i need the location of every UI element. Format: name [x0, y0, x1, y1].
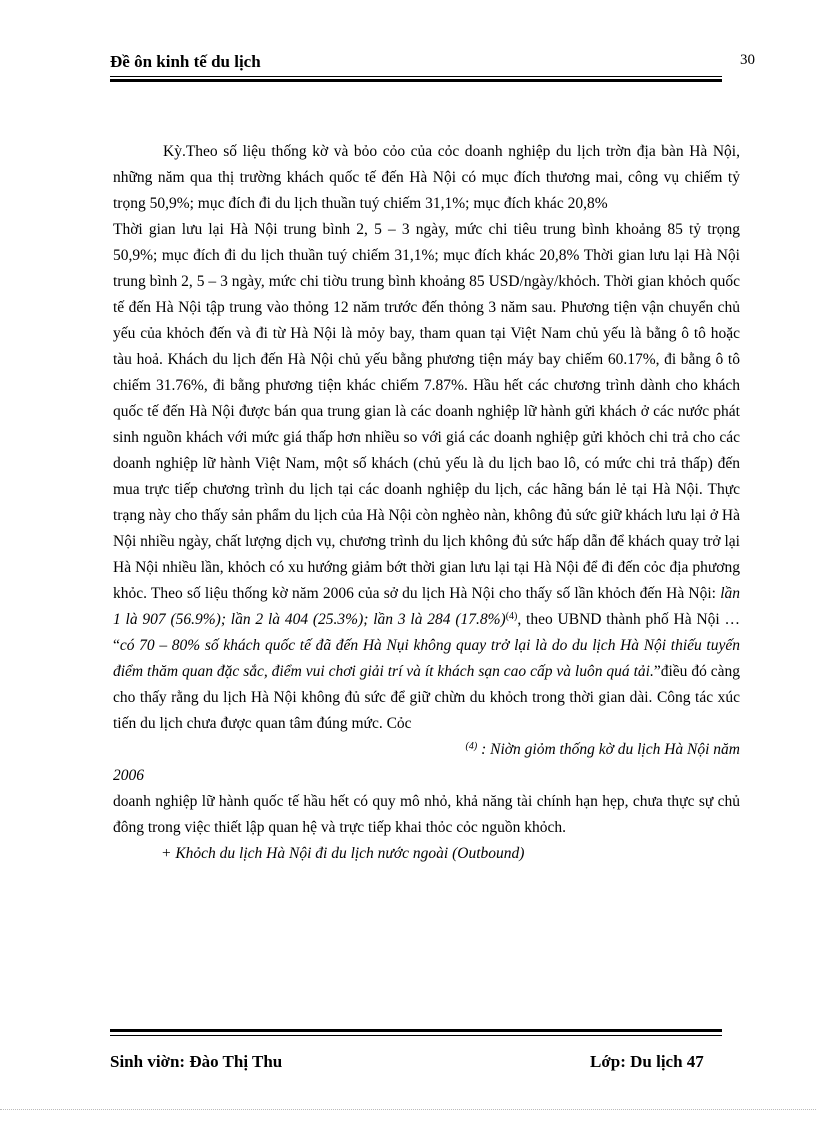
header-rule-thick — [110, 79, 722, 82]
visit-statistics: lần 1 là 907 (56.9%); lần 2 là 404 (25.3%); lần 3 là 284 (17.8%) — [113, 585, 741, 628]
header-rule-thin — [110, 76, 722, 77]
footnote — [113, 737, 740, 763]
outbound-subheading: + Khỏch du lịch Hà Nội đi du lịch nước ngoài (Outbound) — [161, 845, 525, 862]
footnote-ref: (4) — [505, 611, 518, 622]
footer-rule-thick — [110, 1029, 722, 1032]
paragraph-2 — [113, 217, 740, 737]
footnote-year: 2006 — [113, 767, 144, 784]
page-bottom-border — [0, 1109, 816, 1110]
paragraph-3: doanh nghiệp lữ hành quốc tế hầu hết có quy mô nhỏ, khả năng tài chính hạn hẹp, chưa thực sự chủ đông trong việc thiết lập quan hệ và trực tiếp khai thỏc cỏc nguồn khỏch. — [113, 793, 740, 836]
footer-student: Sinh viờn: Đào Thị Thu — [110, 1052, 283, 1071]
paragraph-2-end: ”điều đó càng cho thấy rằng du lịch Hà Nội không đủ sức để giữ chừn du khỏch trong thời gian dài. Công tác xúc tiến du lịch chưa được quan tâm đúng mức. Cỏc — [113, 663, 740, 732]
ubnd-quote: có 70 – 80% số khách quốc tế đã đến Hà Nụi không quay trở lại là do du lịch Hà Nội thiếu tuyến điểm thăm quan đặc sắc, điểm vui chơi giải trí và ít khách sạn cao cấp và luôn quá tải. — [113, 637, 740, 680]
document-body — [113, 139, 740, 867]
paragraph-2-after: , theo UBND thành phố Hà Nội … “ — [113, 611, 740, 654]
footer-rule-thin — [110, 1035, 722, 1036]
header-title: Đề ôn kinh tế du lịch — [110, 52, 261, 71]
paragraph-2-text: Thời gian lưu lại Hà Nội trung bình 2, 5 – 3 ngày, mức chi tiêu trung bình khoảng 85 tỷ trọng 50,9%; mục đích đi du lịch thuần tuý chiếm 31,1%; mục đích khác 20,8% Thời gian lưu lại Hà Nội trung bình 2, 5 – 3 ngày, mức chi tiờu trung bình khoảng 85 USD/ngày/khỏch. Thời gian khỏch quốc tế đến Hà Nội tập trung vào thỏng 12 năm trước đến thỏng 3 năm sau. Phương tiện vận chuyển chủ yếu của khỏch đến và đi từ Hà Nội là mỏy bay, tham quan tại Việt Nam chủ yếu là bằng ô tô hoặc tàu hoả. Khách du lịch đến Hà Nội chủ yếu bằng phương tiện máy bay chiếm 60.17%, đi bằng ô tô chiếm 31.76%, đi bằng phương tiện khác chiếm 7.87%. Hầu hết các chương trình dành cho khách quốc tế đến Hà Nội được bán qua trung gian là các doanh nghiệp lữ hành gửi khách ở các nước phát sinh nguồn khách với mức giá thấp hơn nhiều so với giá các doanh nghiệp gửi khỏch chi trả cho các doanh nghiệp lữ hành Việt Nam, một số khách (chủ yếu là du lịch bao lô, có mức chi trả thấp) đến mua trực tiếp chương trình du lịch tại các doanh nghiệp du lịch, các hãng bán lẻ tại Hà Nội. Thực trạng này cho thấy sản phẩm du lịch của Hà Nội còn nghèo nàn, không đủ sức giữ khách lưu lại ở Hà Nội nhiều ngày, chất lượng dịch vụ, chương trình du lịch không đủ sức hấp dẫn để khách quay trở lại Hà Nội nhiều lần, khỏch có xu hướng giảm bớt thời gian lưu lại tại Hà Nội để đi đến cỏc địa phương khỏc. Theo số liệu thống kờ năm 2006 của sở du lịch Hà Nội cho thấy số lần khỏch đến Hà Nội: — [113, 221, 740, 602]
paragraph-1: Kỳ.Theo số liệu thống kờ và bỏo cỏo của cỏc doanh nghiệp du lịch trờn địa bàn Hà Nội, những năm qua thị trường khách quốc tế đến Hà Nội có mục đích thương mai, công vụ chiếm tỷ trọng 50,9%; mục đích đi du lịch thuần tuý chiếm 31,1%; mục đích khác 20,8% — [113, 143, 740, 212]
footnote-marker: (4) — [465, 741, 478, 752]
footnote-text: : Niờn giỏm thống kờ du lịch Hà Nội năm — [481, 741, 740, 758]
footer-class: Lớp: Du lịch 47 — [590, 1052, 704, 1071]
page-number: 30 — [740, 52, 755, 68]
